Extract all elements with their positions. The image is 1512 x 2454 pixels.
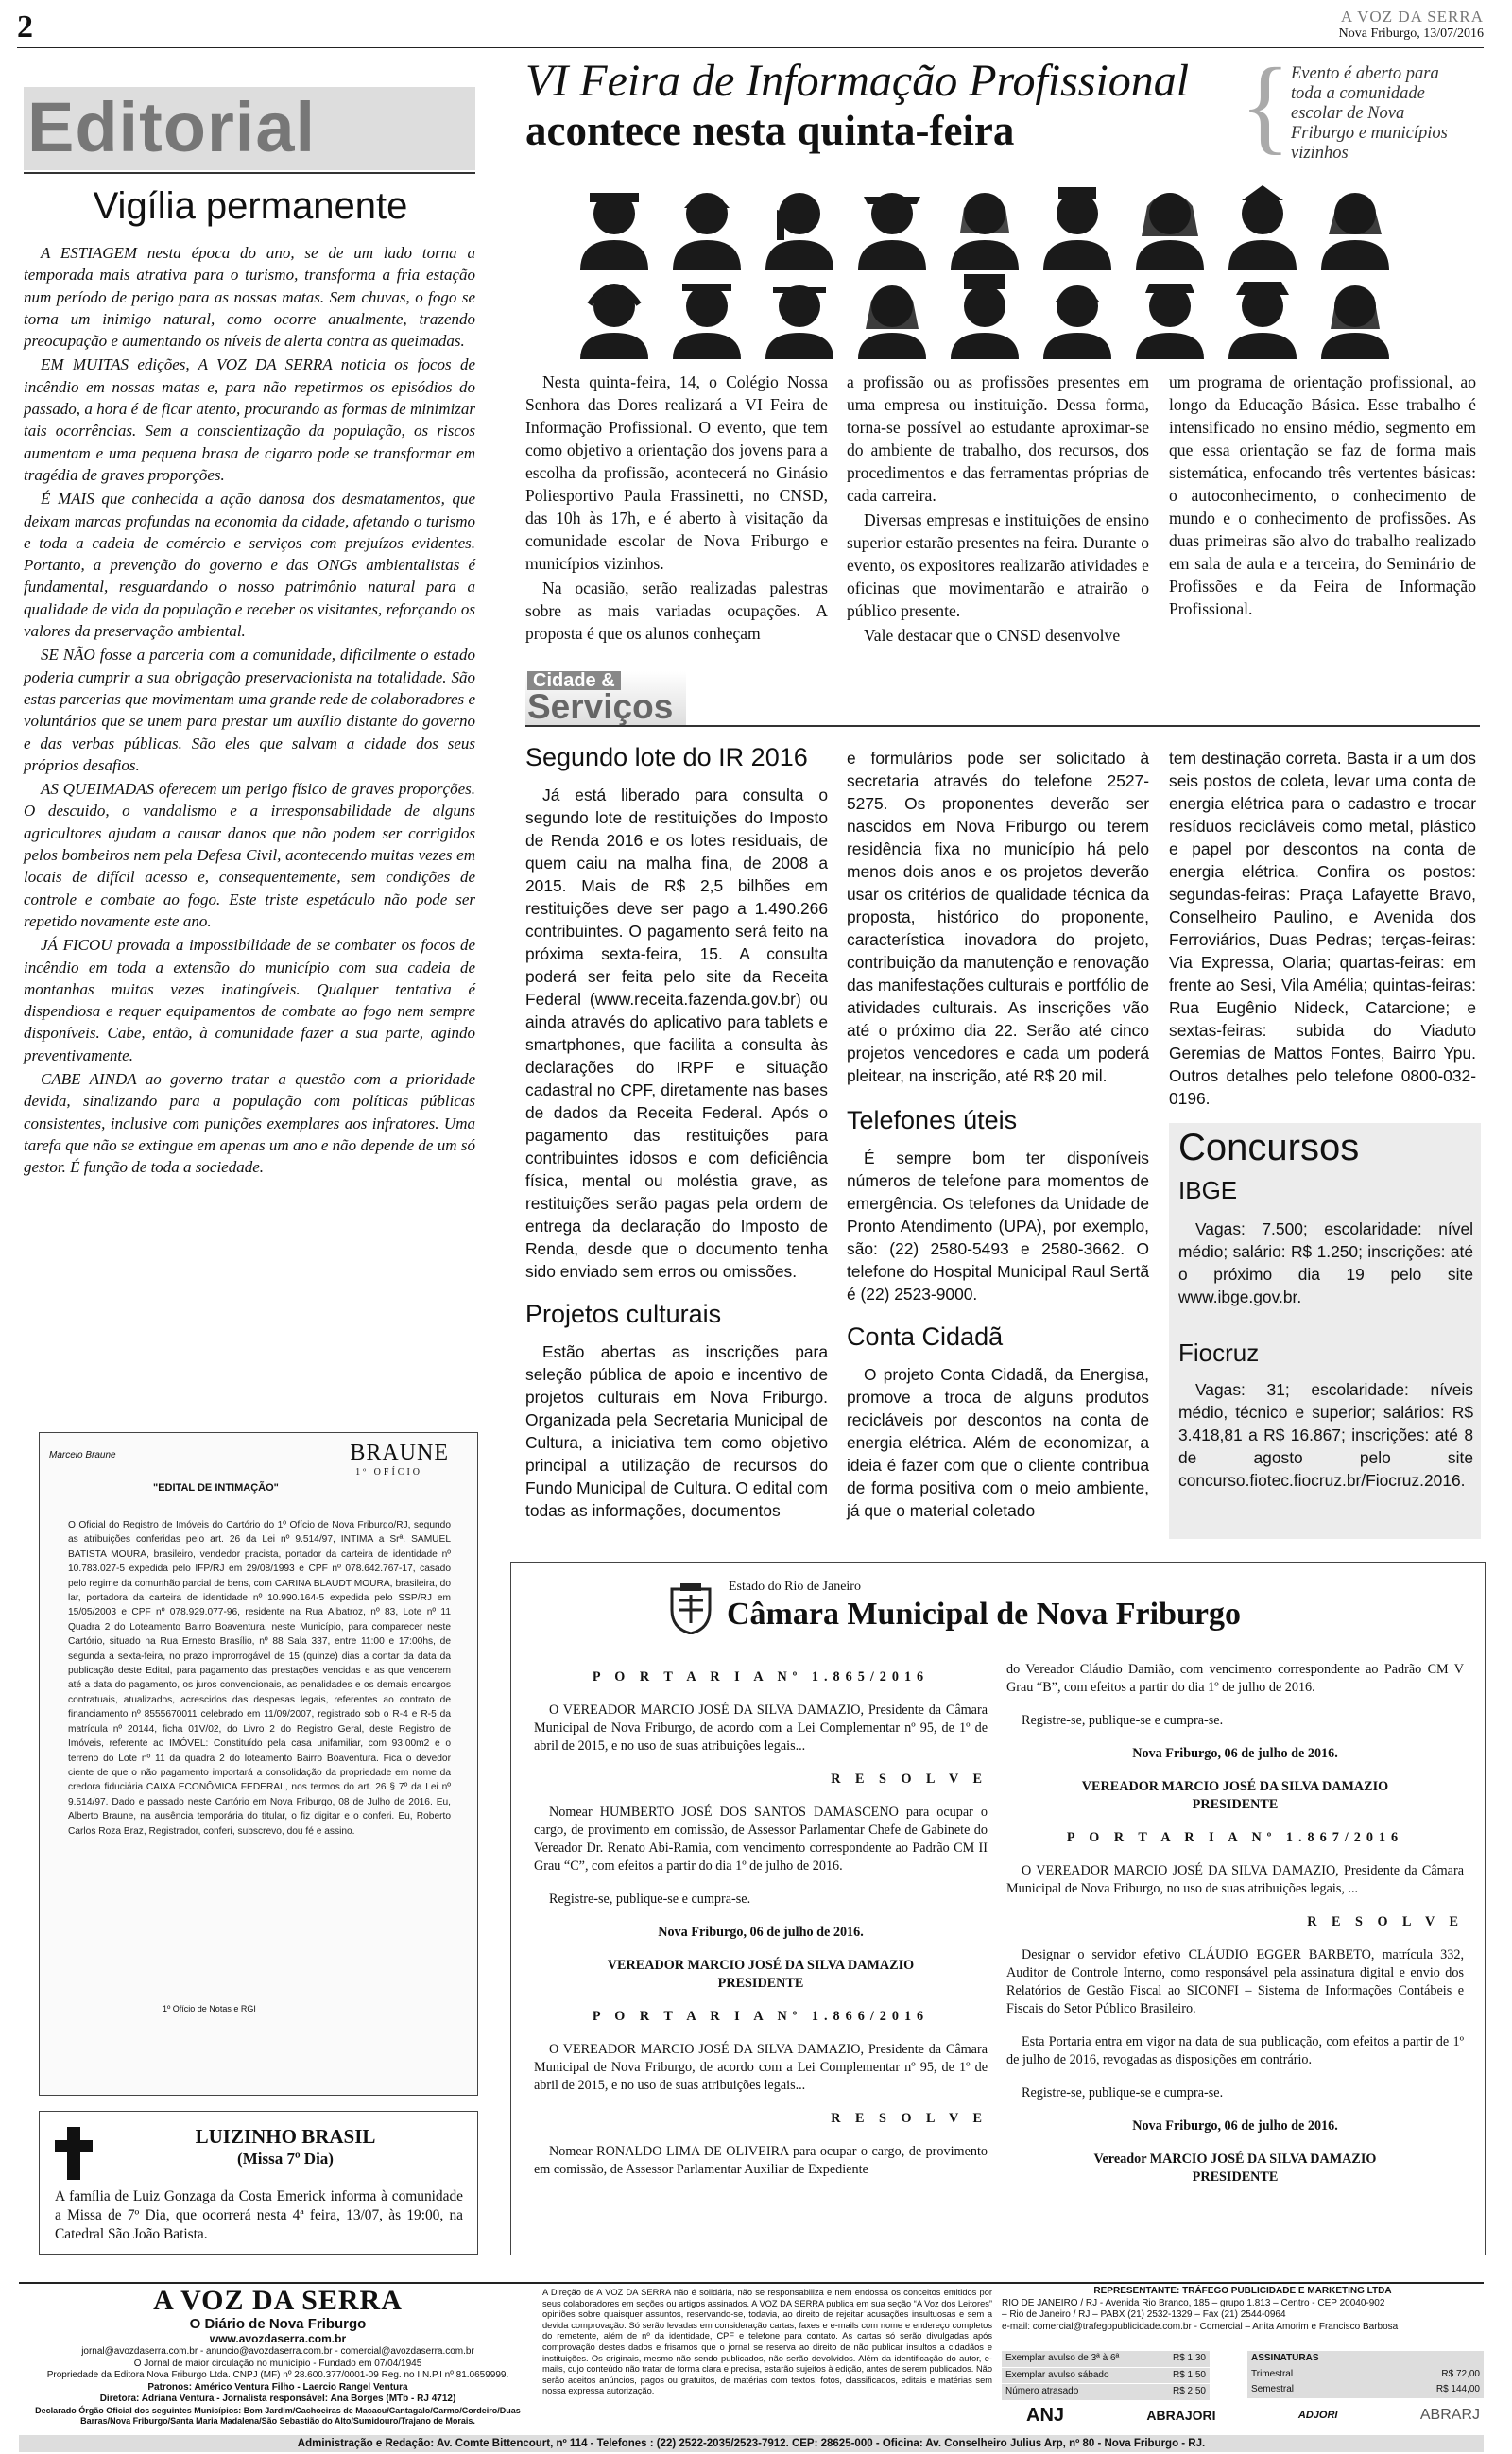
dateline: Nova Friburgo, 13/07/2016: [1338, 26, 1484, 41]
obituary-name: LUIZINHO BRASIL: [195, 2125, 376, 2148]
subs-label: Semestral: [1251, 2384, 1295, 2394]
feira-headline-1: VI Feira de Informação Profissional: [525, 56, 1190, 106]
portaria-line: R E S O L V E: [1307, 1914, 1464, 1929]
footer-line: Patronos: Américo Ventura Filho - Laercio Rangel Ventura: [147, 2381, 408, 2393]
portaria-line: O VEREADOR MARCIO JOSÉ DA SILVA DAMAZIO, Presidente da Câmara Municipal de Nova Friburgo, no uso de suas atribuições legais, ...: [1006, 1863, 1464, 1896]
footer-line: Declarado Órgão Oficial dos seguintes Municípios: Bom Jardim/Cachoeiras de Macacu/Cantagalo/Carmo/Cordeiro/Duas Barras/Nova Friburgo/Santa Maria Madalena/São Sebastião do Alto/Sumidouro/Trajano de Morais.: [35, 2405, 521, 2426]
price-value: R$ 1,30: [1172, 2353, 1206, 2363]
price-row: [1002, 2384, 1210, 2400]
editorial-section-label: Editorial: [27, 88, 317, 166]
portaria-line: Registre-se, publique-se e cumpra-se.: [1022, 1713, 1224, 1728]
price-table: [1002, 2351, 1210, 2400]
portaria-line: VEREADOR MARCIO JOSÉ DA SILVA DAMAZIO PRESIDENTE: [1081, 1779, 1389, 1812]
cidade-col-1: [525, 734, 828, 1524]
portaria-line: Designar o servidor efetivo CLÁUDIO EGGER BARBETO, matrícula 332, Auditor de Controle Interno, como responsável pela assinatura digital e envio dos Relatórios de Gestão Fiscal ao SICONFI – Sistema de Informações Contábeis e Fiscais do Setor Público Brasileiro.: [1006, 1947, 1464, 2016]
footer-emails: jornal@avozdaserra.com.br - anuncio@avozdaserra.com.br - comercial@avozdaserra.com.br: [81, 2346, 474, 2357]
editorial-paragraph: JÁ FICOU provada a impossibilidade de se combater os focos de incêndio em toda a extensão do município com sua cadeia de montanhas muitas vezes inatingíveis. Qualquer tentativa é dispendiosa e requer equipamentos de combate ao fogo nem sempre disponíveis. Cabe, então, à comunidade fazer a sua parte, agindo preventivamente.: [24, 936, 475, 1064]
person-icon: [1043, 187, 1111, 270]
cidade-banner: [525, 671, 1480, 726]
person-icon: [673, 193, 741, 270]
rep-line: e-mail: comercial@trafegopublicidade.com.br - Comercial – Anita Amorim e Francisco Barbosa: [1002, 2321, 1399, 2332]
edital-signature: 1º Ofício de Notas e RGI: [163, 2004, 256, 2013]
portaria-line: R E S O L V E: [831, 2111, 988, 2126]
person-icon: [858, 193, 926, 270]
person-icon: [1043, 285, 1111, 359]
feira-paragraph: Vale destacar que o CNSD desenvolve: [864, 626, 1121, 645]
editorial-paragraph: É MAIS que conhecida a ação danosa dos desmatamentos, que deixam marcas profundas na economia da cidade, afetando o turismo e toda a cadeia de comércio e serviços com prejuízos evidentes. Portanto, a prevenção do governo e das ONGs ambientalistas é fundamental, resguardando o nosso patrimônio natural para a qualidade de vida da população e receber os visitantes, reforçando os valores da preservação ambiental.: [24, 490, 475, 641]
editorial-paragraph: CABE AINDA ao governo tratar a questão com a prioridade devida, sinalizando para a população com políticas públicas consistentes, inclusive com punições exemplares aos infratores. Uma tarefa que não se extingue em apenas um ano e não depende de um só gestor. É função de toda a sociedade.: [24, 1069, 475, 1177]
price-label: Número atrasado: [1005, 2386, 1079, 2396]
portaria-line: P O R T A R I A Nº 1.866/2016: [592, 2009, 930, 2024]
portaria-line: R E S O L V E: [831, 1771, 988, 1787]
cross-icon: [55, 2127, 93, 2180]
editorial-body: [24, 242, 475, 1180]
obituary-text: A família de Luiz Gonzaga da Costa Emerick informa à comunidade a Missa de 7º Dia, que ocorrerá nesta 4ª feira, 13/07, às 19:00, na Catedral São João Batista.: [55, 2188, 463, 2242]
person-icon: [951, 193, 1019, 270]
price-row: [1002, 2351, 1210, 2368]
portaria-line: Nova Friburgo, 06 de julho de 2016.: [658, 1925, 864, 1940]
edital-name: Marcelo Braune: [49, 1450, 116, 1460]
abrarj-logo: ABRARJ: [1419, 2407, 1480, 2423]
person-icon: [765, 285, 833, 359]
person-icon: [765, 193, 833, 270]
professions-illustration: [524, 185, 1484, 360]
editorial-paragraph: AS QUEIMADAS oferecem um perigo físico de graves proporções. O descuido, o vandalismo e a irresponsabilidade de alguns agricultores ajudam a causar danos que não podem ser corrigidos pelos bombeiros nem pela Defesa Civil, acontecendo muitas vezes em locais de difícil acesso e, consequentemente, sem condições de controle e combate ao fogo. Este triste espetáculo não pode ser repetido novamente este ano.: [24, 780, 475, 930]
brace-icon: {: [1240, 47, 1291, 164]
camara-title: Câmara Municipal de Nova Friburgo: [727, 1597, 1241, 1632]
portaria-line: O VEREADOR MARCIO JOSÉ DA SILVA DAMAZIO, Presidente da Câmara Municipal de Nova Friburgo, de acordo com a Lei Complementar nº 95, de 1º de abril de 2015, e no uso de suas atribuições legais...: [534, 1702, 988, 1754]
person-icon: [673, 284, 741, 359]
obituary: [39, 2111, 478, 2255]
tel-title: Telefones úteis: [847, 1106, 1018, 1134]
proj-text: Estão abertas as inscrições para seleção pública de apoio e incentivo de projetos culturais em Nova Friburgo. Organizada pela Secretaria Municipal de Cultura, a iniciativa tem como objetivo principal a utilização de recursos do Fundo Municipal de Cultura. O edital com todas as informações, documentos: [525, 1342, 828, 1520]
footer-line: Propriedade da Editora Nova Friburgo Ltda. CNPJ (MF) nº 28.600.377/0001-09 Reg. no I.N.P.I nº 81.0659999.: [46, 2370, 509, 2380]
feira-paragraph: a profissão ou as profissões presentes em uma empresa ou instituição. Dessa forma, torna-se possível ao estudante aproximar-se do ambiente de trabalho, dos recursos, dos procedimentos e das ferramentas próprias de cada carreira.: [847, 372, 1149, 505]
fiocruz-title: Fiocruz: [1178, 1339, 1260, 1367]
footer-rep: [1002, 2286, 1484, 2333]
concursos-title: Concursos: [1178, 1127, 1360, 1168]
obituary-subtitle: (Missa 7º Dia): [237, 2150, 334, 2168]
person-icon: [1228, 185, 1297, 270]
fiocruz-text: Vagas: 31; escolaridade: níveis médio, técnico e superior; salários: R$ 3.418,81 a R$ 16.867; inscrições: até 8 de agosto pelo site concurso.fiotec.fiocruz.br/Fiocruz.2016.: [1178, 1380, 1473, 1490]
cidade-label-top: Cidade &: [527, 671, 621, 690]
footer-address: Administração e Redação: Av. Comte Bittencourt, nº 114 - Telefones : (22) 2522-2035/2523-7912. CEP: 28625-000 - Oficina: Av. Conselheiro Julius Arp, nº 80 - Nova Friburgo - RJ.: [297, 2438, 1206, 2449]
portaria-line: Vereador MARCIO JOSÉ DA SILVA DAMAZIO PRESIDENTE: [1093, 2152, 1377, 2185]
association-logos: [1026, 2401, 1480, 2429]
portaria-line: Registre-se, publique-se e cumpra-se.: [549, 1892, 751, 1907]
price-value: R$ 1,50: [1172, 2369, 1206, 2380]
proj-title: Projetos culturais: [525, 1300, 722, 1328]
page-number: 2: [17, 9, 33, 44]
portaria-line: O VEREADOR MARCIO JOSÉ DA SILVA DAMAZIO, Presidente da Câmara Municipal de Nova Friburgo, de acordo com a Lei Complementar nº 95, de 1º de abril de 2015, e no uso de suas atribuições legais...: [534, 2042, 988, 2093]
feira-paragraph: Diversas empresas e instituições de ensino superior estarão presentes na feira. Durante o evento, os expositores realizarão atividades e oficinas que movimentarão e atrairão o público presente.: [847, 510, 1149, 620]
person-icon: [858, 285, 926, 359]
editorial-rule: [24, 172, 475, 174]
person-icon: [1228, 282, 1297, 359]
feira-col-1: [525, 371, 828, 647]
footer-paper-sub: O Diário de Nova Friburgo: [189, 2316, 367, 2332]
footer-disclaimer: A Direção de A VOZ DA SERRA não é solidária, não se responsabiliza e nem endossa os conceitos emitidos por seus colaboradores em seções ou artigos assinados. A VOZ DA SERRA publica em sua seção “A Voz dos Leitores” opiniões sobre quaisquer assuntos, reservando-se, todavia, ao direito de rejeitar acusações insultuosas e sem a devida comprovação. Só serão levadas em consideração cartas, faxes e e-mails com nome e endereço completos do remetente, além de nº da identidade, CPF e telefone para contato. As cartas só serão divulgadas após comprovação destes dados e frisamos que o jornal se reserva ao direito de não publicar insultos a cidadãos e instituições. Os originais, mesmo não sendo publicados, não serão devolvidos. Além da identificação do autor, e-mails, cujo conteúdo não tratar de forma clara e precisa, estarão sujeitos à edição, antes de serem publicados. Não serão aceitos anúncios, pagos ou gratuitos, de matérias com textos, fotos, classificados, editais e matérias sem nossa expressa autorização.: [542, 2288, 992, 2396]
footer-line: O Jornal de maior circulação no município - Fundado em 07/04/1945: [133, 2358, 422, 2369]
price-value: R$ 2,50: [1172, 2386, 1206, 2396]
coat-of-arms-icon: [667, 1581, 714, 1634]
portaria-line: Nova Friburgo, 06 de julho de 2016.: [1132, 1746, 1338, 1761]
ibge-text: Vagas: 7.500; escolaridade: nível médio; salário: R$ 1.250; inscrições: até o próximo dia 19 pelo site www.ibge.gov.br.: [1178, 1219, 1473, 1306]
conta-title: Conta Cidadã: [847, 1322, 1004, 1351]
portaria-col-left: [534, 1668, 988, 2194]
edital-brand: BRAUNE: [350, 1441, 449, 1465]
editorial-paragraph: A ESTIAGEM nesta época do ano, se de um lado torna a temporada mais atrativa para o turismo, transforma a fria estação num período de perigo para as nossas matas. Sem chuvas, o fogo se torna um inimigo natural, como ocorre anualmente, trazendo preocupação e aumentando os níveis de alerta contra as queimadas.: [24, 244, 475, 351]
price-label: Exemplar avulso sábado: [1005, 2369, 1109, 2380]
subs-title: ASSINATURAS: [1251, 2353, 1319, 2363]
portaria-col-right: [1006, 1661, 1464, 2202]
subs-value: R$ 72,00: [1441, 2368, 1480, 2379]
editorial-paragraph: EM MUITAS edições, A VOZ DA SERRA noticia os focos de incêndio em nossas matas e, para não repetirmos os episódios do passado, a hora é de ficar atento, procurando as formas de minimizar tais ocorrências. Sem a conscientização da população, os riscos aumentam e uma pequena brasa de cigarro pode se transformar em tragédia de graves proporções.: [24, 355, 475, 484]
portaria-line: Nomear HUMBERTO JOSÉ DOS SANTOS DAMASCENO para ocupar o cargo, de provimento em comissão, de Assessor Parlamentar Chefe de Gabinete do Vereador Dr. Renato Abi-Ramia, com vencimento correspondente ao Padrão CM II Grau “C”, com efeitos a partir do dia 1º de julho de 2016.: [534, 1805, 988, 1874]
footer-line: Diretora: Adriana Ventura - Jornalista responsável: Ana Borges (MTb - RJ 4712): [99, 2394, 456, 2404]
anj-logo: ANJ: [1026, 2404, 1065, 2426]
person-icon: [1321, 285, 1389, 359]
portaria-line: Nova Friburgo, 06 de julho de 2016.: [1132, 2118, 1338, 2134]
portaria-line: Nomear RONALDO LIMA DE OLIVEIRA para ocupar o cargo, de provimento em comissão, de Assessor Parlamentar Auxiliar de Expediente: [534, 2144, 988, 2177]
paper-name: A VOZ DA SERRA: [1340, 8, 1484, 26]
feira-headline-2: acontece nesta quinta-feira: [525, 107, 1015, 154]
price-row: [1002, 2368, 1210, 2385]
feira-paragraph: Na ocasião, serão realizadas palestras sobre as mais variadas ocupações. A proposta é que os alunos conheçam: [525, 579, 828, 643]
portaria-line: do Vereador Cláudio Damião, com vencimento correspondente ao Padrão CM V Grau “B”, com efeitos a partir do dia 1º de julho de 2016.: [1006, 1662, 1464, 1695]
editorial-banner: [24, 87, 475, 170]
feira-sidebar: Evento é aberto para toda a comunidade escolar de Nova Friburgo e municípios vizinhos: [1291, 64, 1448, 163]
person-icon: [1136, 193, 1204, 270]
portaria-line: Registre-se, publique-se e cumpra-se.: [1022, 2085, 1224, 2100]
conta-text-cont: tem destinação correta. Basta ir a um dos seis postos de coleta, levar uma conta de energia elétrica para o cadastro e trocar resíduos recicláveis como metal, plástico e papel por descontos na conta de energia elétrica. Confira os postos: segundas-feiras: Praça Lafayette Bravo, Conselheiro Paulino, e Avenida dos Ferroviários, Duas Pedras; terças-feiras: Via Expressa, Olaria; quartas-feiras: em frente ao Sesi, Vila Amélia; quintas-feiras: Rua Eugênio Nideck, Catarcione; e sextas-feiras: subida do Viaduto Geremias de Mattos Fontes, Bairro Ypu. Outros detalhes pelo telefone 0800-032-0196.: [1169, 749, 1476, 1108]
edital-brand-sub: 1º OFÍCIO: [355, 1467, 422, 1478]
person-icon: [580, 285, 648, 359]
subs-row: [1247, 2382, 1484, 2398]
camara-notice: [510, 1562, 1486, 2255]
feira-paragraph: um programa de orientação profissional, ao longo da Educação Básica. Esse trabalho é intensificado no ensino médio, segmento em que essa orientação se faz de forma mais sistemática, enfocando três vertentes básicas: o autoconhecimento, o conhecimento de mundo e o conhecimento de profissões. As duas primeiras são alvo do trabalho realizado em sala de aula e a terceira, do Seminário de Profissões e da Feira de Informação Profissional.: [1169, 372, 1476, 618]
footer-bottom-bar: [19, 2435, 1484, 2452]
ir-title: Segundo lote do IR 2016: [525, 743, 808, 771]
cidade-label-bottom: Serviços: [527, 687, 674, 726]
cidade-col-3: [1169, 747, 1476, 1112]
price-label: Exemplar avulso de 3ª à 6ª: [1005, 2353, 1120, 2363]
rep-line: RIO DE JANEIRO / RJ - Avenida Rio Branco, 185 – grupo 1.813 – Centro - CEP 20040-902: [1002, 2297, 1385, 2308]
feira-col-2: [847, 371, 1149, 648]
portaria-line: P O R T A R I A Nº 1.865/2016: [592, 1669, 930, 1685]
ir-text: Já está liberado para consulta o segundo lote de restituições do Imposto de Renda 2016 e os lotes residuais, de quem caiu na malha fina, de 2008 a 2015. Mais de R$ 2,5 bilhões em restituições deve ser pago a 1.490.266 contribuintes. O pagamento será feito na próxima sexta-feira, 15. A consulta poderá ser feita pelo site da Receita Federal (www.receita.fazenda.gov.br) ou ainda através do aplicativo para tablets e smartphones, que facilita a consulta às declarações do IRPF e situação cadastral no CPF, diretamente nas bases de dados da Receita Federal. Após o pagamento das restituições para contribuintes idosos e com deficiência física, mental ou moléstia grave, as restituições serão pagas pela ordem de entrega da declaração do Imposto de Renda, desde que o documento tenha sido enviado sem erros ou omissões.: [525, 786, 828, 1281]
tel-text: É sempre bom ter disponíveis números de telefone para momentos de emergência. Os telefones da Unidade de Pronto Atendimento (UPA), por exemplo, são: (22) 2580-5493 e 2580-3662. O telefone do Hospital Municipal Raul Sertã é (22) 2523-9000.: [847, 1149, 1149, 1304]
person-icon: [1136, 284, 1204, 359]
adjori-logo: ADJORI: [1297, 2410, 1338, 2421]
subs-row: [1247, 2367, 1484, 2383]
subscriptions-table: [1247, 2351, 1484, 2398]
ibge-title: IBGE: [1178, 1176, 1238, 1204]
conta-text: O projeto Conta Cidadã, da Energisa, promove a troca de alguns produtos recicláveis por descontos na conta de energia elétrica. Além de economizar, a ideia é fazer com que o cliente contribua de forma positiva com o meio ambiente, já que o material coletado: [847, 1365, 1149, 1520]
feira-col-3: [1169, 371, 1476, 622]
person-icon: [951, 274, 1019, 359]
proj-text-cont: e formulários pode ser solicitado à secretaria através do telefone 2527-5275. Os proponentes deverão ser nascidos em Nova Friburgo ou terem residência fixa no município há pelo menos dois anos e os projetos deverão usar os critérios de qualidade técnica da proposta, histórico do proponente, característica inovadora do projeto, contribuição da manutenção e renovação das manifestações culturais e portfólio de atividades culturais. As inscrições vão até o próximo dia 22. Serão até cinco projetos vencedores e cada um poderá pleitear, na inscrição, até R$ 20 mil.: [847, 749, 1149, 1085]
concursos-box: [1169, 1123, 1481, 1539]
footer-rule: [19, 2282, 1484, 2284]
footer-site: www.avozdaserra.com.br: [209, 2332, 347, 2345]
portaria-line: VEREADOR MARCIO JOSÉ DA SILVA DAMAZIO PRESIDENTE: [607, 1958, 915, 1991]
cidade-col-2: [847, 747, 1149, 1524]
abrajori-logo: ABRAJORI: [1146, 2408, 1216, 2423]
edital-body: O Oficial do Registro de Imóveis do Cartório do 1º Ofício de Nova Friburgo/RJ, segundo as atribuições conferidas pelo art. 26 da Lei nº 9.514/97, INTIMA a Srª. SAMUEL BATISTA MOURA, brasileiro, vendedor pracista, portador da carteira de identidade nº 10.783.027-5 expedida pelo IFP/RJ em 29/08/1993 e CPF nº 078.642.767-17, casado pelo regime da comunhão parcial de bens, com CARINA BLAUDT MOURA, brasileira, do lar, portadora da carteira de identidade nº 10.990.164-5 expedida pelo SSP/RJ em 15/05/2003 e CPF nº 078.929.077-96, residente na Rua Albatroz, nº 83, Lote nº 11 Quadra 2 do Loteamento Bairro Boaventura, neste Município, para comparecer neste Cartório, situado na Rua Ernesto Brasílio, nº 88 Sala 337, entre 11:00 e 17:00hs, de segunda a sexta-feira, no prazo improrrogável de 15 (quinze) dias a contar da data da publicação deste Edital, para pagamento das prestações vencidas e as que vencerem até a data do pagamento, os juros convencionais, as penalidades e os demais encargos contratuais, atualizados, acrescidos das despesas legais, referentes ao contrato de financiamento nº 8555670011 celebrado em 11/09/2007, registrado sob o R-4 e R-5 da matrícula nº 20144, ficha 01V/02, do Livro 2 do Registro Geral, deste Registro de Imóveis, referente ao IMÓVEL: Constituído pela casa unifamiliar, com 93,00m2 e o terreno do Lote nº 11 da quadra 2 do loteamento Bairro Boaventura. Fica o devedor ciente de que o não pagamento importará a consolidação da propriedade em nome da credora fiduciária CAIXA ECONÔMICA FEDERAL, nos termos do art. 26 § 7º da Lei nº 9.514/97. Dado e passado neste Cartório em Nova Friburgo, 08 de Julho de 2016. Eu, Alberto Braune, na ausência temporária do titular, o fiz digitar e o conferi. Eu, Roberto Carlos Roza Braz, Registrador, conferi, subscrevo, dou fé e assino.: [68, 1520, 451, 1837]
feira-paragraph: Nesta quinta-feira, 14, o Colégio Nossa Senhora das Dores realizará a VI Feira de Informação Profissional. O evento, que tem como objetivo a orientação dos jovens para a escolha da profissão, acontecerá no Ginásio Poliesportivo Paula Frassinetti, no CNSD, das 10h às 17h, e é aberto à visitação da comunidade escolar de Nova Friburgo e municípios vizinhos.: [525, 372, 828, 573]
person-icon: [580, 193, 648, 270]
editorial-paragraph: SE NÃO fosse a parceria com a comunidade, dificilmente o estado poderia cumprir a sua obrigação preservacionista na totalidade. São estas parcerias que movimentam uma grande rede de colaboradores e voluntários que se unem para prestar um auxílio distante do governo e das verbas públicas. São eles que salvam a cidade dos seus próprios desafios.: [24, 646, 475, 774]
subs-value: R$ 144,00: [1435, 2384, 1480, 2394]
person-icon: [1321, 193, 1389, 270]
rep-line: – Rio de Janeiro / RJ – PABX (21) 2532-1329 – Fax (21) 2544-0964: [1002, 2309, 1286, 2320]
footer-masthead: [19, 2286, 537, 2437]
footer-paper: A VOZ DA SERRA: [153, 2285, 403, 2316]
camara-state: Estado do Rio de Janeiro: [729, 1580, 861, 1594]
subs-label: Trimestral: [1251, 2368, 1294, 2379]
portaria-line: P O R T A R I A Nº 1.867/2016: [1066, 1830, 1404, 1845]
edital-heading: "EDITAL DE INTIMAÇÃO": [153, 1482, 279, 1494]
portaria-line: Esta Portaria entra em vigor na data de sua publicação, com efeitos a partir de 1º de julho de 2016, revogadas as disposições em contrário.: [1006, 2034, 1464, 2067]
editorial-title: Vigília permanente: [93, 185, 408, 227]
edital-notice: [39, 1432, 478, 2096]
rep-title: REPRESENTANTE: TRÁFEGO PUBLICIDADE E MARKETING LTDA: [1093, 2286, 1392, 2296]
